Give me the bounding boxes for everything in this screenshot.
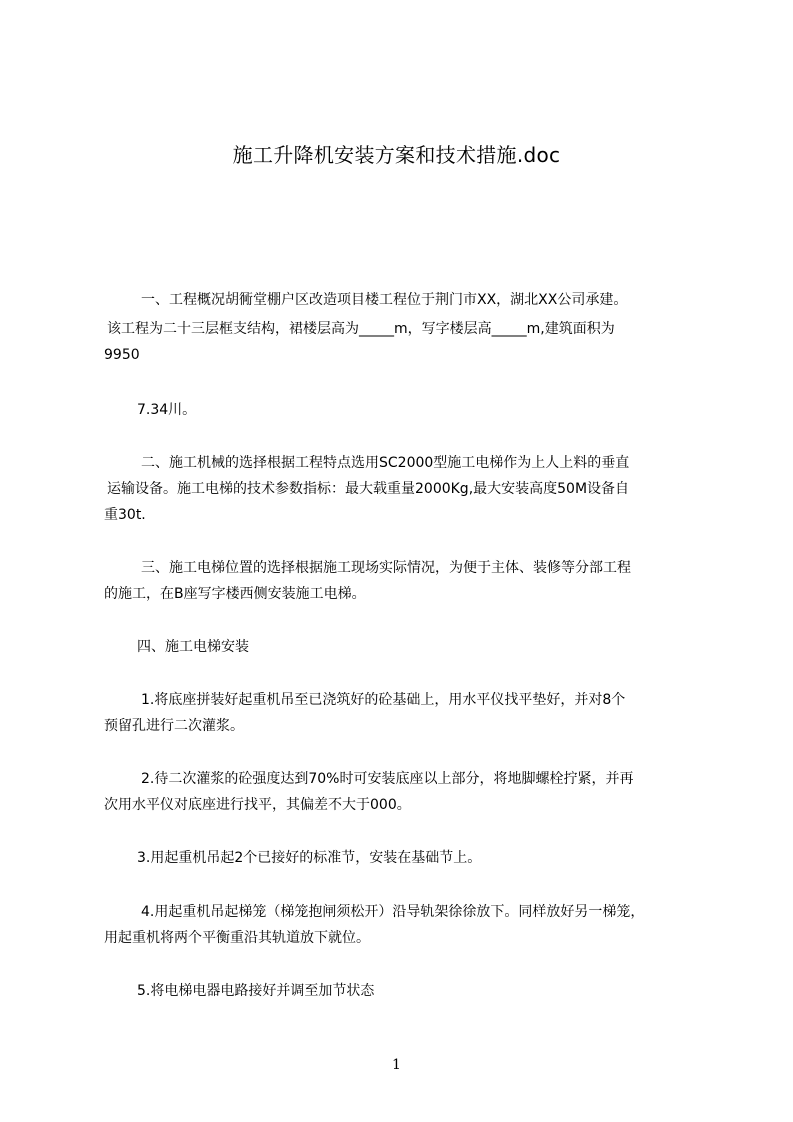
page-number: 1 (392, 1057, 401, 1073)
paragraph-line: 二、施工机械的选择根据工程特点选用SC2000型施工电梯作为上人上料的垂直 (141, 455, 630, 471)
paragraph-line: 该工程为二十三层框支结构，裙楼层高为_____m，写字楼层高_____m,建筑面积为 (107, 321, 615, 337)
paragraph-line: 三、施工电梯位置的选择根据施工现场实际情况，为便于主体、装修等分部工程 (141, 560, 631, 576)
section-heading: 四、施工电梯安装 (137, 639, 249, 655)
paragraph-line: 一、工程概况胡衕堂棚户区改造项目楼工程位于荆门市XX，湖北XX公司承建。 (141, 292, 628, 308)
paragraph-line: 3.用起重机吊起2个已接好的标准节，安装在基础节上。 (137, 850, 482, 866)
paragraph-line: 9950 (104, 347, 140, 363)
paragraph-line: 5.将电梯电器电路接好并调至加节状态 (137, 983, 375, 999)
paragraph-line: 7.34川。 (137, 402, 197, 418)
paragraph-line: 次用水平仪对底座进行找平，其偏差不大于000。 (104, 797, 411, 813)
paragraph-line: 运输设备。施工电梯的技术参数指标：最大载重量2000Kg,最大安装高度50M设备自 (107, 481, 630, 497)
paragraph-line: 预留孔进行二次灌浆。 (104, 718, 244, 734)
paragraph-line: 重30t. (104, 507, 146, 523)
paragraph-line: 的施工，在B座写字楼西侧安装施工电梯。 (104, 586, 366, 602)
paragraph-line: 2.待二次灌浆的砼强度达到70%时可安装底座以上部分，将地脚螺栓拧紧，并再 (141, 771, 634, 787)
document-title: 施工升降机安装方案和技术措施.doc (232, 143, 561, 167)
paragraph-line: 1.将底座拼装好起重机吊至已浇筑好的砼基础上，用水平仪找平垫好，并对8个 (141, 692, 626, 708)
paragraph-line: 4.用起重机吊起梯笼（梯笼抱闸须松开）沿导轨架徐徐放下。同样放好另一梯笼， (141, 904, 645, 920)
paragraph-line: 用起重机将两个平衡重沿其轨道放下就位。 (104, 930, 370, 946)
